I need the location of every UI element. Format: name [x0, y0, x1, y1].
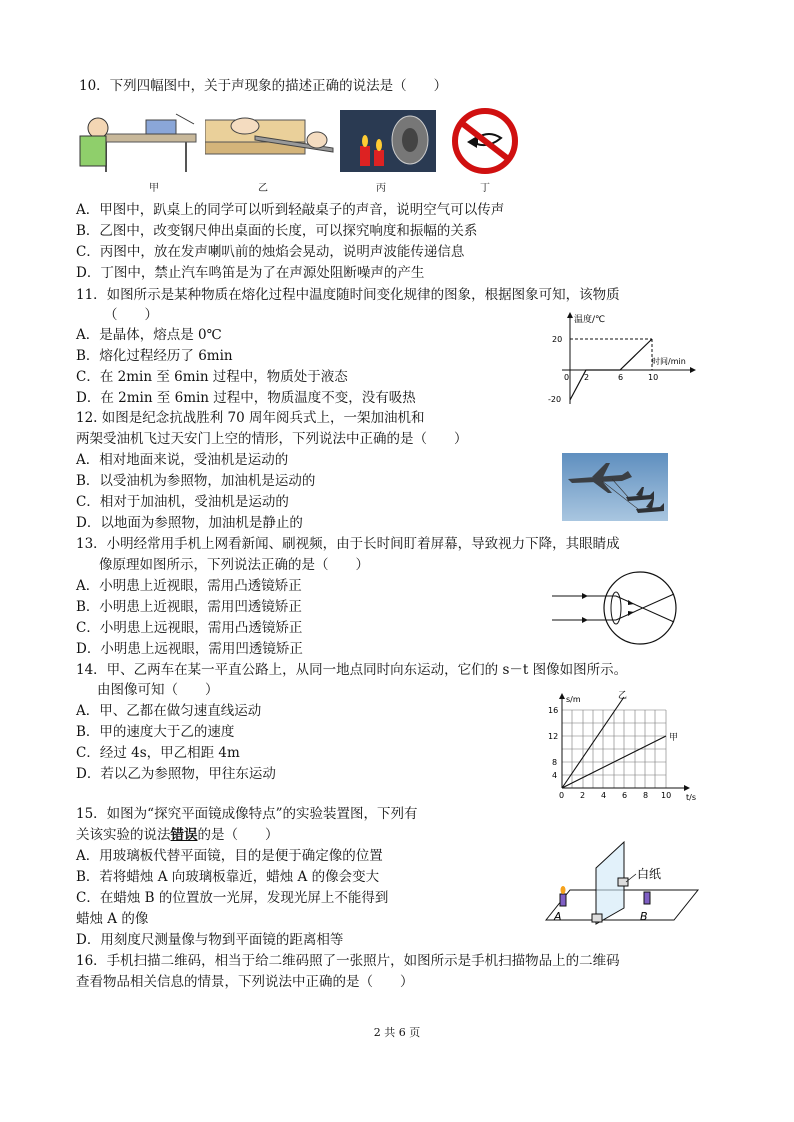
- q15-label-baizhi: 白纸: [637, 867, 662, 881]
- q14-ytick-8: 8: [552, 758, 558, 767]
- q11-melting-graph: [540, 308, 700, 412]
- q15-option-b: B．若将蜡烛 A 向玻璃板靠近，蜡烛 A 的像会变大: [76, 869, 380, 885]
- q10-figure-jia: [76, 110, 198, 176]
- q11-option-c: C．在 2min 至 6min 过程中，物质处于液态: [76, 369, 348, 385]
- q14-xlabel: t/s: [686, 793, 696, 802]
- q13-eye-diagram: [548, 568, 688, 652]
- q11-xtick-6: 6: [618, 373, 624, 382]
- q11-xtick-10: 10: [648, 373, 659, 382]
- q15-label-b: B: [640, 910, 648, 923]
- caption-jia: 甲: [149, 183, 159, 194]
- q14-xtick-2: 2: [580, 791, 586, 800]
- q12-stem-line1: 12. 如图是纪念抗战胜利 70 周年阅兵式上，一架加油机和: [76, 410, 425, 426]
- q13-stem-line1: 13．小明经常用手机上网看新闻、刷视频，由于长时间盯着屏幕，导致视力下降，其眼睛成: [76, 536, 620, 552]
- q14-st-graph: [540, 690, 700, 806]
- q14-option-a: A．甲、乙都在做匀速直线运动: [76, 703, 262, 719]
- q13-option-c: C．小明患上远视眼，需用凸透镜矫正: [76, 620, 303, 636]
- q14-option-c: C．经过 4s，甲乙相距 4m: [76, 745, 240, 761]
- q15-stem-line1: 15．如图为“探究平面镜成像特点”的实验装置图，下列有: [76, 806, 418, 822]
- q12-option-b: B．以受油机为参照物，加油机是运动的: [76, 473, 316, 489]
- q11-xtick-2: 2: [584, 373, 590, 382]
- q14-xtick-8: 8: [643, 791, 649, 800]
- q14-ytick-16: 16: [548, 706, 559, 715]
- q10-stem: 10．下列四幅图中，关于声现象的描述正确的说法是（ ）: [79, 78, 448, 94]
- q12-aircraft-photo: [562, 453, 668, 525]
- q16-stem-line2: 查看物品相关信息的情景，下列说法中正确的是（ ）: [76, 974, 414, 990]
- q11-stem-line2: （ ）: [104, 307, 158, 323]
- q14-ylabel: s/m: [566, 695, 581, 704]
- q14-xtick-4: 4: [601, 791, 607, 800]
- q13-option-a: A．小明患上近视眼，需用凸透镜矫正: [76, 578, 302, 594]
- q14-stem-line2: 由图像可知（ ）: [97, 682, 219, 698]
- q11-option-b: B．熔化过程经历了 6min: [76, 348, 233, 364]
- q10-figure-yi: [205, 112, 335, 176]
- q14-xtick-10: 10: [661, 791, 672, 800]
- q12-option-a: A．相对地面来说，受油机是运动的: [76, 452, 289, 468]
- q14-ytick-12: 12: [548, 732, 559, 741]
- q15-stem-emphasis: 错误: [170, 827, 198, 843]
- q13-option-d: D．小明患上远视眼，需用凹透镜矫正: [76, 641, 303, 657]
- q15-stem-line2: [76, 825, 279, 845]
- q12-stem-line2: 两架受油机飞过天安门上空的情形，下列说法中正确的是（ ）: [76, 431, 468, 447]
- caption-ding: 丁: [480, 183, 490, 194]
- q10-option-a: A．甲图中，趴桌上的同学可以听到轻敲桌子的声音，说明空气可以传声: [76, 202, 505, 218]
- caption-yi: 乙: [258, 183, 268, 194]
- q12-option-d: D．以地面为参照物，加油机是静止的: [76, 515, 303, 531]
- q11-option-d: D．在 2min 至 6min 过程中，物质温度不变，没有吸热: [76, 390, 416, 406]
- q10-option-c: C．丙图中，放在发声喇叭前的烛焰会晃动，说明声波能传递信息: [76, 244, 465, 260]
- q14-stem-line1: 14．甲、乙两车在某一平直公路上，从同一地点同时向东运动，它们的 s－t 图像如图所示。: [76, 662, 628, 678]
- q14-option-b: B．甲的速度大于乙的速度: [76, 724, 235, 740]
- q15-stem-post: 的是（ ）: [197, 827, 279, 843]
- q11-xtick-0: 0: [564, 373, 570, 382]
- q14-series-jia-label: 甲: [669, 733, 679, 743]
- q14-series-yi-label: 乙: [618, 691, 628, 701]
- caption-bing: 丙: [376, 183, 386, 194]
- q16-stem-line1: 16．手机扫描二维码，相当于给二维码照了一张照片，如图所示是手机扫描物品上的二维码: [76, 953, 620, 969]
- q11-ylabel: 温度/℃: [574, 315, 606, 325]
- q11-ytick-neg20: -20: [548, 395, 562, 404]
- q13-option-b: B．小明患上近视眼，需用凹透镜矫正: [76, 599, 302, 615]
- q12-option-c: C．相对于加油机，受油机是运动的: [76, 494, 289, 510]
- q15-mirror-setup: [532, 838, 702, 932]
- q10-figure-ding-no-horn-sign: [447, 108, 523, 178]
- q14-xtick-6: 6: [622, 791, 628, 800]
- q15-option-d: D．用刻度尺测量像与物到平面镜的距离相等: [76, 932, 344, 948]
- q11-xlabel: 时间/min: [652, 357, 686, 366]
- q11-ytick-20: 20: [552, 335, 563, 344]
- q13-stem-line2: 像原理如图所示，下列说法正确的是（ ）: [99, 557, 369, 573]
- q15-stem-pre: 关该实验的说法: [76, 827, 171, 843]
- q14-xtick-0: 0: [559, 791, 565, 800]
- q15-label-a: A: [554, 910, 562, 923]
- q14-option-d: D．若以乙为参照物，甲往东运动: [76, 766, 276, 782]
- q10-option-b: B．乙图中，改变钢尺伸出桌面的长度，可以探究响度和振幅的关系: [76, 223, 478, 239]
- q15-option-c: C．在蜡烛 B 的位置放一光屏，发现光屏上不能得到: [76, 890, 389, 906]
- q14-ytick-4: 4: [552, 771, 558, 780]
- q15-option-a: A．用玻璃板代替平面镜，目的是便于确定像的位置: [76, 848, 383, 864]
- q10-figure-bing: [340, 110, 436, 176]
- q11-stem-line1: 11．如图所示是某种物质在熔化过程中温度随时间变化规律的图象，根据图象可知，该物质: [76, 287, 620, 303]
- page-footer: 2 共 6 页: [373, 1026, 421, 1039]
- q15-option-c-cont: 蜡烛 A 的像: [76, 911, 149, 927]
- q10-option-d: D．丁图中，禁止汽车鸣笛是为了在声源处阻断噪声的产生: [76, 265, 425, 281]
- q11-option-a: A．是晶体，熔点是 0℃: [76, 327, 222, 343]
